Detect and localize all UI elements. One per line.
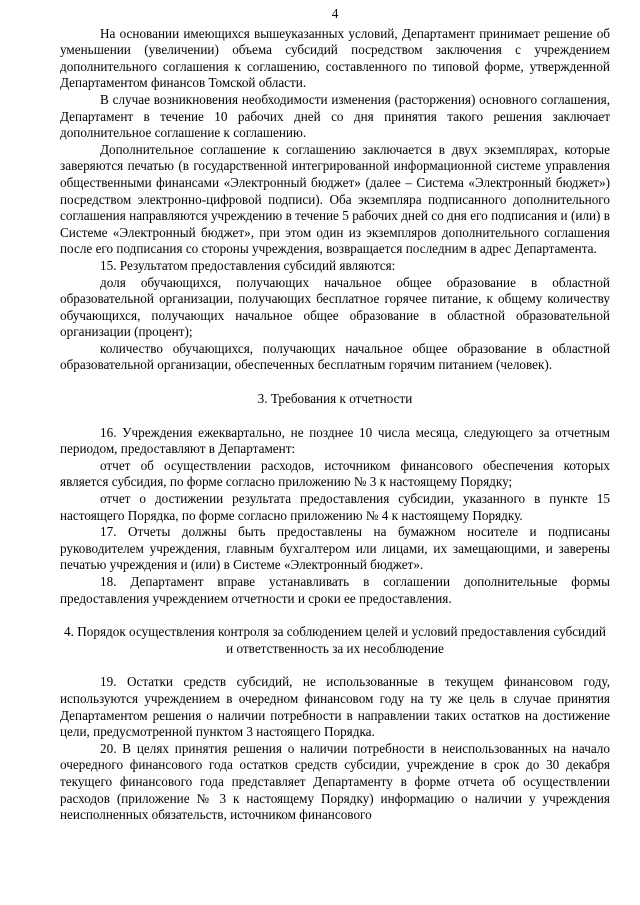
paragraph-subsidy-decision: На основании имеющихся вышеуказанных условий, Департамент принимает решение об уменьшении (увеличении) объема субсидий посредством заключения с учреждением дополнительного соглашения к соглашению, составленного по типовой форме, утвержденной Департаментом финансов Томской области. [60,25,610,91]
paragraph-result-share: доля обучающихся, получающих начальное общее образование в областной образовательной организации, получающих бесплатное горячее питание, к общему количеству обучающихся, получающих начальное общее образование в областной образовательной организации (процент); [60,274,610,340]
document-page [60,6,610,824]
paragraph-item-19: 19. Остатки средств субсидий, не использованные в текущем финансовом году, используются учреждением в очередном финансовом году на ту же цель в случае принятия Департаментом решения о наличии потребности в направлении таких остатков на достижение цели, предусмотренной пунктом 3 настоящего Порядка. [60,674,610,740]
paragraph-item-17: 17. Отчеты должны быть предоставлены на бумажном носителе и подписаны руководителем учреждения, главным бухгалтером или лицами, их замещающими, и заверены печатью учреждения и (или) в Системе «Электронный бюджет». [60,524,610,573]
paragraph-result-count: количество обучающихся, получающих начальное общее образование в областной образовательной организации, обеспеченных бесплатным горячим питанием (человек). [60,340,610,373]
paragraph-report-results: отчет о достижении результата предоставления субсидии, указанного в пункте 15 настоящего Порядка, по форме согласно приложению № 4 к настоящему Порядку. [60,491,610,523]
section-title-reporting: 3. Требования к отчетности [257,391,413,407]
paragraph-contract-change: В случае возникновения необходимости изменения (расторжения) основного соглашения, Департамент в течение 10 рабочих дней со дня принятия такого решения заключает дополнительное соглашение к соглашению. [60,91,610,141]
page-number: 4 [331,6,339,21]
paragraph-item-16: 16. Учреждения ежеквартально, не позднее 10 числа месяца, следующего за отчетным периодом, предоставляют в Департамент: [60,424,610,457]
paragraph-item-18: 18. Департамент вправе устанавливать в соглашении дополнительные формы предоставления учреждением отчетности и сроки ее предоставления. [60,574,610,606]
section-title-control: 4. Порядок осуществления контроля за соблюдением целей и условий предоставления субсидий и ответственность за их несоблюдение [64,624,606,656]
paragraph-item-15: 15. Результатом предоставления субсидий являются: [100,257,396,273]
paragraph-item-20: 20. В целях принятия решения о наличии потребности в неиспользованных на начало очередного финансового года остатков средств субсидии, учреждение в срок до 30 декабря текущего финансового года представляет Департаменту в форме отчета об осуществлении расходов (приложение № 3 к настоящему Порядку) информацию о наличии у учреждения неисполненных обязательств, источником финансового [60,740,610,823]
paragraph-additional-agreement: Дополнительное соглашение к соглашению заключается в двух экземплярах, которые заверяются печатью (в государственной интегрированной информационной системе управления общественными финансами «Электронный бюджет» (далее – Система «Электронный бюджет») посредством электронно-цифровой подписи). Оба экземпляра подписанного дополнительного соглашения направляются учреждению в течение 5 рабочих дней со дня его подписания и (или) в Системе «Электронный бюджет», при этом один из экземпляров дополнительного соглашения после его подписания со стороны учреждения, возвращается последним в адрес Департамента. [60,141,610,257]
paragraph-report-expenses: отчет об осуществлении расходов, источником финансового обеспечения которых является субсидия, по форме согласно приложению № 3 к настоящему Порядку; [60,457,610,490]
